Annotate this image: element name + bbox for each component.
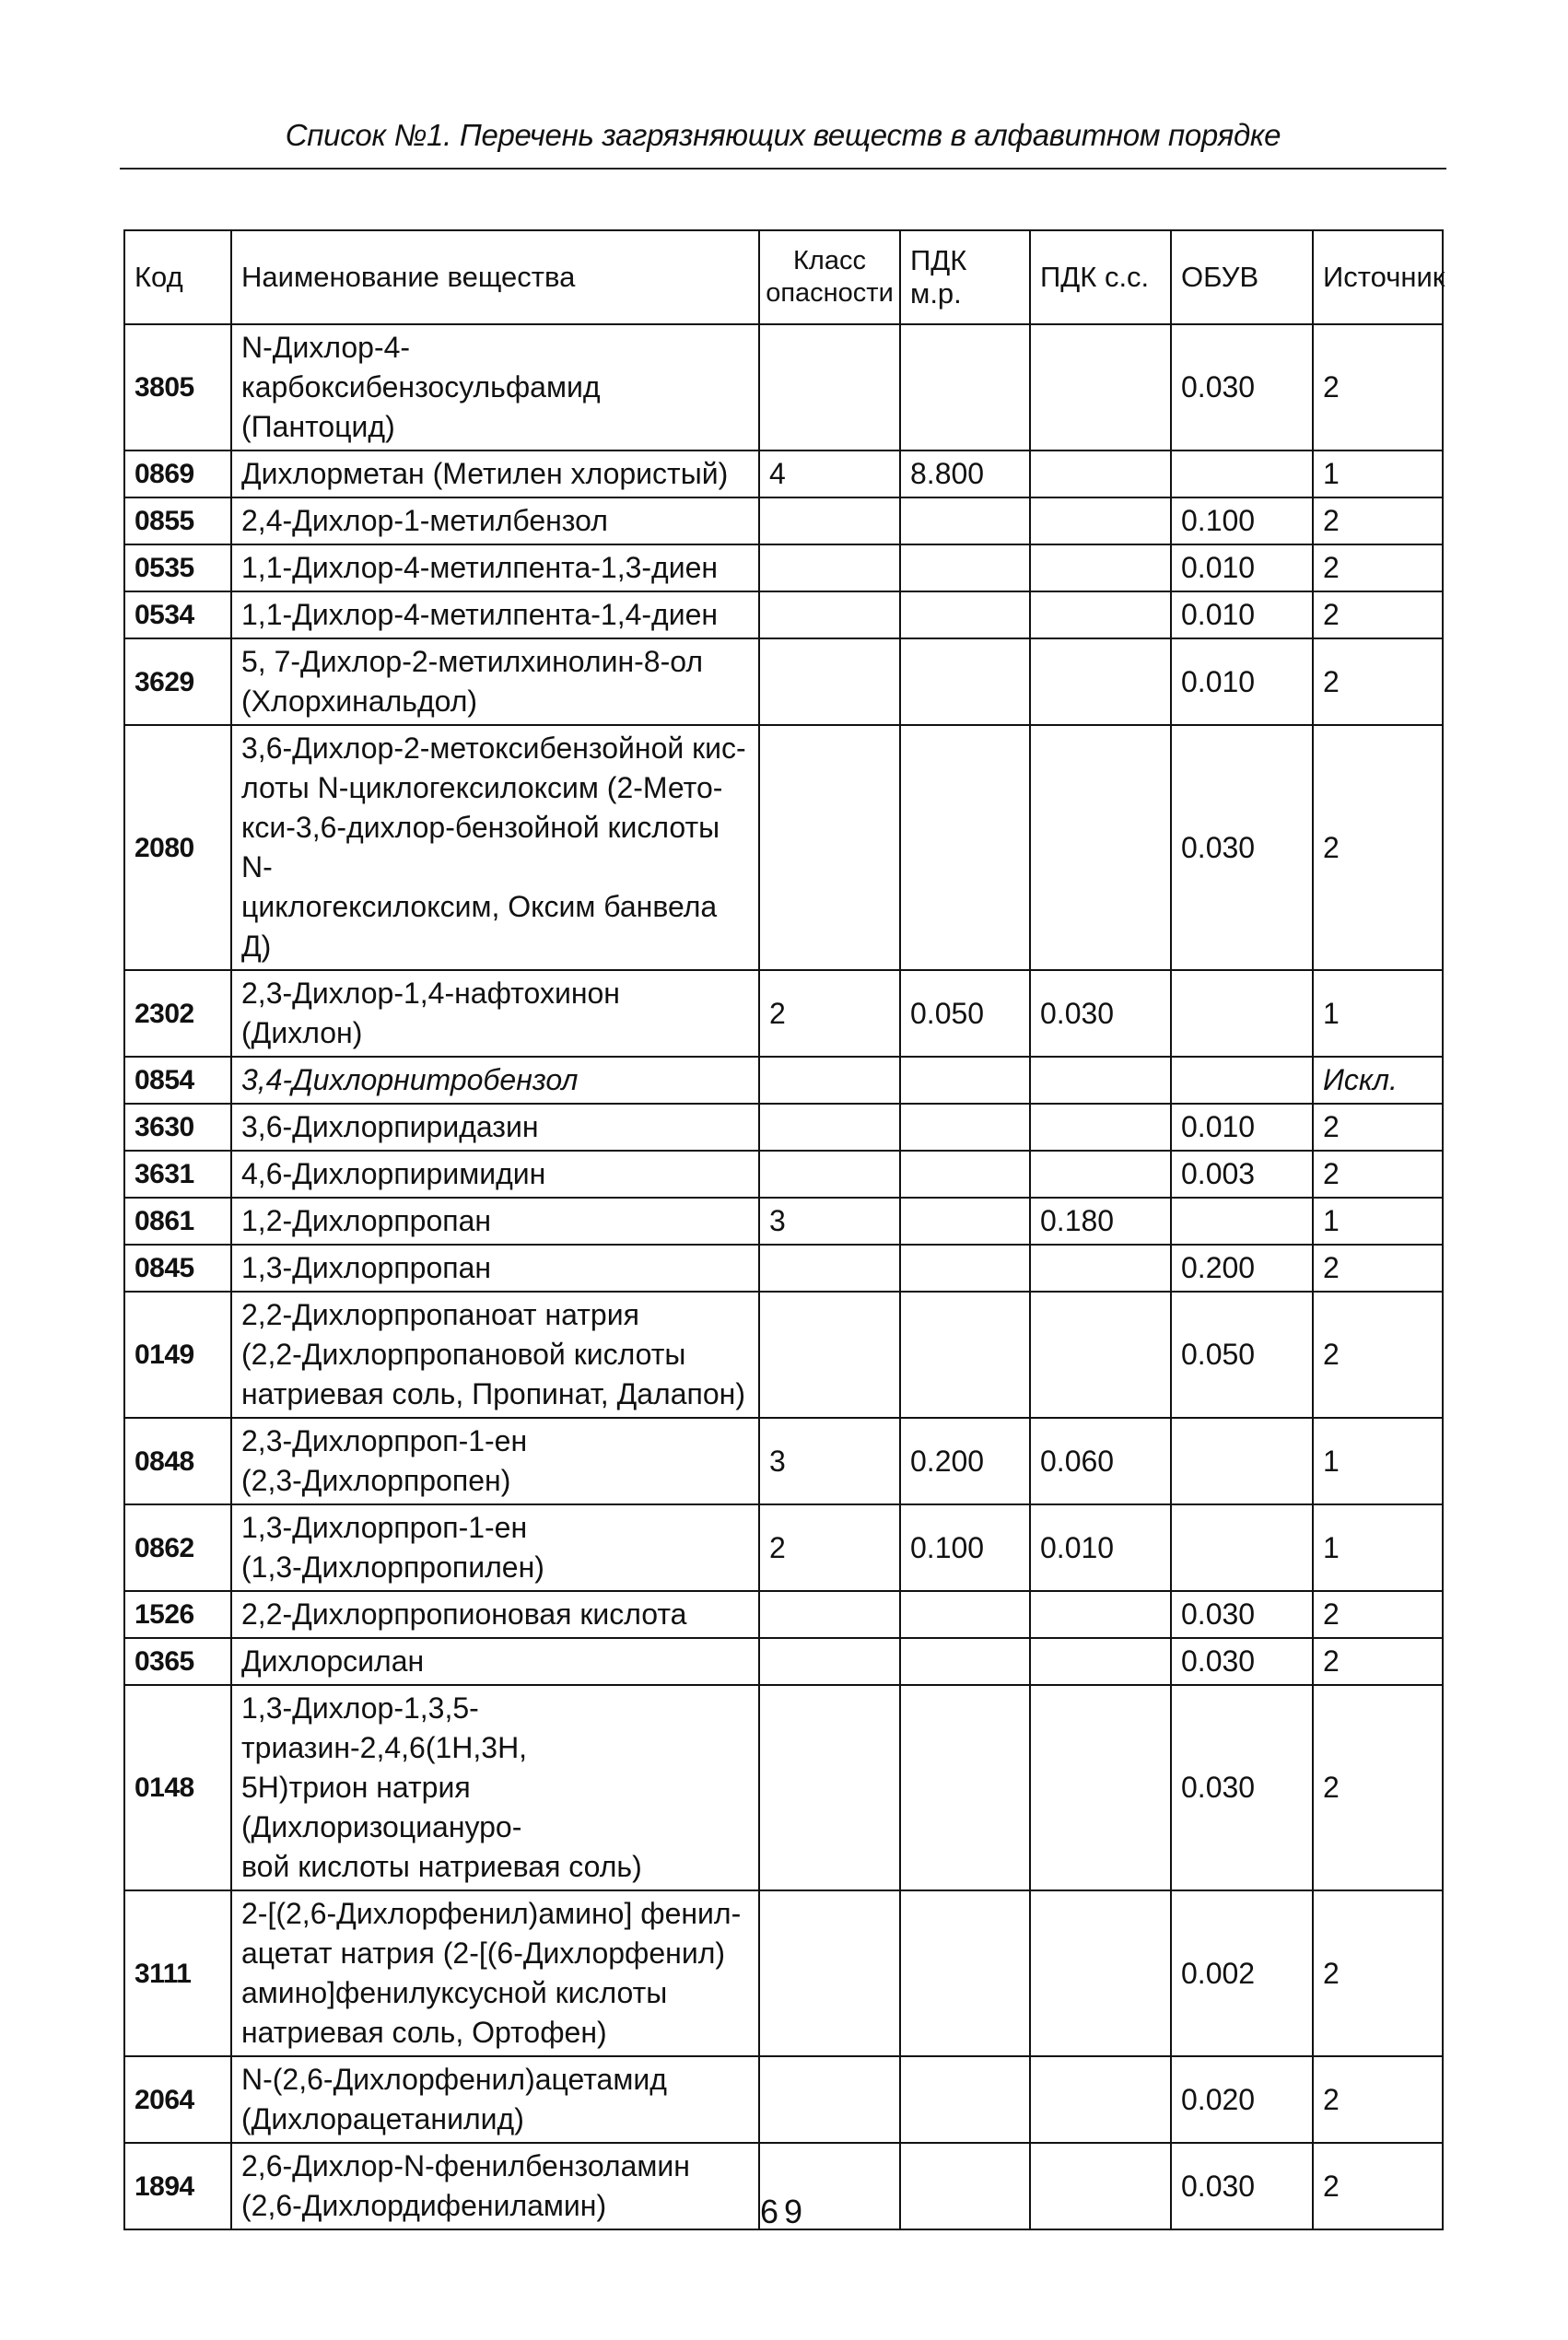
cell-name [231,970,759,1057]
cell-name-line: кси-3,6-дихлор-бензойной кислоты N- [241,811,720,883]
cell-code: 2064 [124,2056,231,2143]
cell-name [231,1198,759,1245]
cell-pdk-mr [900,638,1030,725]
cell-obuv: 0.030 [1171,1638,1313,1685]
table-row [124,324,1443,450]
cell-name-line: Дихлорметан (Метилен хлористый) [241,457,729,490]
cell-code: 3630 [124,1104,231,1151]
cell-code: 3805 [124,324,231,450]
cell-source: 2 [1313,638,1443,725]
table-row [124,1504,1443,1591]
cell-pdk-mr [900,725,1030,970]
cell-name-line: натриевая соль, Пропинат, Далапон) [241,1377,745,1410]
cell-source: 2 [1313,544,1443,591]
cell-code: 0861 [124,1198,231,1245]
col-header-source: Источник [1313,230,1443,324]
cell-class [759,1890,900,2056]
col-header-class-line1: Класс [793,245,866,275]
cell-name-line: 2,2-Дихлорпропаноат натрия [241,1298,639,1331]
substances-table [123,229,1444,2230]
cell-source: 2 [1313,1890,1443,2056]
cell-pdk-ss [1030,497,1171,544]
table-row [124,725,1443,970]
cell-pdk-ss [1030,1104,1171,1151]
cell-name-line: амино]фенилуксусной кислоты [241,1976,668,2009]
cell-pdk-ss [1030,1151,1171,1198]
cell-name-line: (Пантоцид) [241,410,395,443]
cell-class [759,1591,900,1638]
cell-name-line: 5Н)трион натрия (Дихлоризоциануро- [241,1771,522,1843]
table-row [124,497,1443,544]
cell-name [231,1890,759,2056]
cell-obuv [1171,1418,1313,1504]
table-row [124,450,1443,497]
col-header-pdk-ss: ПДК с.с. [1030,230,1171,324]
cell-pdk-mr: 0.050 [900,970,1030,1057]
cell-source: 2 [1313,1104,1443,1151]
cell-pdk-ss: 0.180 [1030,1198,1171,1245]
cell-obuv [1171,1504,1313,1591]
cell-name-line: 3,6-Дихлор-2-метоксибензойной кис- [241,731,746,765]
cell-code: 3629 [124,638,231,725]
cell-pdk-mr [900,591,1030,638]
cell-pdk-mr [900,1057,1030,1104]
cell-name [231,324,759,450]
cell-name-line: (2,6-Дихлордифениламин) [241,2189,607,2222]
cell-name-line: 1,3-Дихлорпропан [241,1251,492,1284]
cell-obuv [1171,1198,1313,1245]
cell-name-line: 1,1-Дихлор-4-метилпента-1,4-диен [241,598,719,631]
cell-pdk-mr: 0.100 [900,1504,1030,1591]
cell-source: 2 [1313,1591,1443,1638]
cell-source: 2 [1313,1292,1443,1418]
cell-class: 2 [759,1504,900,1591]
cell-pdk-mr: 8.800 [900,450,1030,497]
col-header-class-line2: опасности [766,278,894,308]
cell-class [759,638,900,725]
cell-pdk-mr [900,1292,1030,1418]
cell-code: 0535 [124,544,231,591]
cell-name-line: ацетат натрия (2-[(6-Дихлорфенил) [241,1936,726,1970]
cell-source: 1 [1313,1418,1443,1504]
cell-source: Искл. [1313,1057,1443,1104]
cell-code: 3111 [124,1890,231,2056]
table-row [124,1685,1443,1890]
cell-pdk-mr [900,544,1030,591]
cell-class [759,1151,900,1198]
cell-name-line: N-(2,6-Дихлорфенил)ацетамид [241,2063,667,2096]
cell-name-line: (2,3-Дихлорпропен) [241,1464,511,1497]
cell-name [231,1685,759,1890]
cell-source: 1 [1313,450,1443,497]
cell-class [759,497,900,544]
cell-obuv [1171,1057,1313,1104]
cell-name-line: вой кислоты натриевая соль) [241,1850,642,1883]
cell-source: 2 [1313,2143,1443,2229]
cell-code: 0845 [124,1245,231,1292]
cell-obuv [1171,970,1313,1057]
cell-class [759,1638,900,1685]
cell-obuv: 0.010 [1171,544,1313,591]
cell-pdk-ss [1030,544,1171,591]
cell-obuv: 0.010 [1171,591,1313,638]
cell-name [231,544,759,591]
cell-pdk-mr [900,1151,1030,1198]
cell-class [759,1057,900,1104]
cell-name-line: 1,2-Дихлорпропан [241,1204,492,1237]
cell-source: 2 [1313,1685,1443,1890]
cell-obuv: 0.030 [1171,2143,1313,2229]
cell-source: 2 [1313,324,1443,450]
cell-class [759,591,900,638]
table-row [124,591,1443,638]
table-row [124,1151,1443,1198]
cell-class [759,324,900,450]
table-row [124,638,1443,725]
cell-code: 2080 [124,725,231,970]
cell-source: 1 [1313,970,1443,1057]
page-header [120,114,1446,170]
cell-code: 0848 [124,1418,231,1504]
cell-obuv: 0.200 [1171,1245,1313,1292]
cell-name-line: 1,3-Дихлорпроп-1-ен [241,1511,528,1544]
cell-pdk-ss [1030,1890,1171,2056]
cell-class [759,1104,900,1151]
cell-pdk-ss: 0.030 [1030,970,1171,1057]
col-header-name: Наименование вещества [231,230,759,324]
cell-pdk-ss [1030,591,1171,638]
cell-pdk-mr [900,324,1030,450]
col-header-pdk-mr: ПДК м.р. [900,230,1030,324]
cell-pdk-mr [900,1104,1030,1151]
cell-name [231,1151,759,1198]
cell-obuv: 0.003 [1171,1151,1313,1198]
cell-name [231,1418,759,1504]
cell-name [231,1638,759,1685]
cell-obuv [1171,450,1313,497]
cell-name-line: 2,3-Дихлор-1,4-нафтохинон (Дихлон) [241,977,620,1049]
cell-name-line: 1,3-Дихлор-1,3,5-триазин-2,4,6(1Н,3Н, [241,1691,528,1764]
cell-name [231,2056,759,2143]
cell-class: 4 [759,450,900,497]
cell-pdk-ss [1030,638,1171,725]
cell-code: 1526 [124,1591,231,1638]
cell-obuv: 0.050 [1171,1292,1313,1418]
cell-obuv: 0.030 [1171,1591,1313,1638]
table-row [124,1245,1443,1292]
cell-name-line: 2,4-Дихлор-1-метилбензол [241,504,608,537]
cell-name [231,1057,759,1104]
cell-name [231,725,759,970]
cell-code: 0869 [124,450,231,497]
cell-name-line: (1,3-Дихлорпропилен) [241,1550,544,1584]
col-header-obuv: ОБУВ [1171,230,1313,324]
table-row [124,1418,1443,1504]
cell-code: 0854 [124,1057,231,1104]
cell-code: 0855 [124,497,231,544]
cell-code: 2302 [124,970,231,1057]
cell-name [231,1504,759,1591]
cell-pdk-mr [900,2056,1030,2143]
cell-name [231,591,759,638]
page-number: 69 [759,2193,809,2230]
cell-code: 0534 [124,591,231,638]
cell-pdk-ss: 0.060 [1030,1418,1171,1504]
cell-name [231,1104,759,1151]
cell-pdk-ss [1030,1685,1171,1890]
cell-class: 2 [759,970,900,1057]
cell-pdk-mr [900,1591,1030,1638]
cell-obuv: 0.030 [1171,725,1313,970]
cell-class [759,1292,900,1418]
cell-name-line: 5, 7-Дихлор-2-метилхинолин-8-ол [241,645,703,678]
cell-pdk-ss [1030,1245,1171,1292]
cell-name-line: 3,4-Дихлорнитробензол [241,1063,579,1096]
cell-name-line: (Хлорхинальдол) [241,684,478,718]
cell-name-line: 2,2-Дихлорпропионовая кислота [241,1597,687,1631]
cell-source: 1 [1313,1504,1443,1591]
cell-source: 2 [1313,725,1443,970]
col-header-class [759,230,900,324]
cell-name-line: натриевая соль, Ортофен) [241,2016,607,2049]
cell-pdk-mr [900,1198,1030,1245]
cell-name-line: (Дихлорацетанилид) [241,2102,524,2135]
cell-name-line: 3,6-Дихлорпиридазин [241,1110,539,1143]
cell-class [759,1245,900,1292]
cell-class [759,2056,900,2143]
cell-class [759,725,900,970]
cell-name [231,497,759,544]
table-header-row [124,230,1443,324]
cell-name-line: N-Дихлор-4-карбоксибензосульфамид [241,331,601,404]
cell-pdk-ss: 0.010 [1030,1504,1171,1591]
cell-obuv: 0.002 [1171,1890,1313,2056]
cell-source: 2 [1313,1151,1443,1198]
cell-name-line: циклогексилоксим, Оксим банвела Д) [241,890,718,963]
cell-name-line: 4,6-Дихлорпиримидин [241,1157,546,1190]
table-row [124,1198,1443,1245]
table-row [124,1104,1443,1151]
cell-name-line: (2,2-Дихлорпропановой кислоты [241,1338,686,1371]
cell-source: 2 [1313,497,1443,544]
cell-pdk-ss [1030,1591,1171,1638]
cell-code: 0148 [124,1685,231,1890]
cell-code: 0149 [124,1292,231,1418]
table-row [124,544,1443,591]
cell-class: 3 [759,1198,900,1245]
cell-pdk-ss [1030,450,1171,497]
cell-name [231,1245,759,1292]
cell-code: 3631 [124,1151,231,1198]
cell-source: 1 [1313,1198,1443,1245]
table-row [124,1591,1443,1638]
cell-class [759,1685,900,1890]
cell-pdk-ss [1030,1057,1171,1104]
cell-pdk-ss [1030,1638,1171,1685]
cell-name [231,1292,759,1418]
cell-pdk-mr [900,1685,1030,1890]
cell-source: 2 [1313,2056,1443,2143]
cell-obuv: 0.030 [1171,324,1313,450]
cell-pdk-mr [900,1890,1030,2056]
cell-obuv: 0.020 [1171,2056,1313,2143]
cell-pdk-mr [900,497,1030,544]
col-header-code: Код [124,230,231,324]
cell-code: 1894 [124,2143,231,2229]
cell-source: 2 [1313,1245,1443,1292]
table-row [124,1292,1443,1418]
cell-pdk-ss [1030,2056,1171,2143]
cell-name [231,1591,759,1638]
cell-code: 0862 [124,1504,231,1591]
cell-name-line: 2,3-Дихлорпроп-1-ен [241,1424,528,1457]
cell-source: 2 [1313,1638,1443,1685]
cell-pdk-mr [900,1245,1030,1292]
cell-class [759,544,900,591]
cell-pdk-mr [900,1638,1030,1685]
cell-pdk-ss [1030,324,1171,450]
cell-name [231,450,759,497]
cell-source: 2 [1313,591,1443,638]
cell-obuv: 0.100 [1171,497,1313,544]
cell-obuv: 0.010 [1171,638,1313,725]
cell-pdk-ss [1030,725,1171,970]
cell-name-line: 2,6-Дихлор-N-фенилбензоламин [241,2149,690,2182]
cell-name-line: 1,1-Дихлор-4-метилпента-1,3-диен [241,551,719,584]
page-title: Список №1. Перечень загрязняющих веществ в алфавитном порядке [285,118,1281,152]
cell-name [231,638,759,725]
cell-obuv: 0.010 [1171,1104,1313,1151]
table-row [124,970,1443,1057]
header-rule [120,168,1446,170]
cell-name-line: лоты N-циклогексилоксим (2-Мето- [241,771,723,804]
table-row [124,1057,1443,1104]
table-row [124,1890,1443,2056]
cell-name-line: Дихлорсилан [241,1644,425,1678]
cell-obuv: 0.030 [1171,1685,1313,1890]
cell-class: 3 [759,1418,900,1504]
cell-pdk-ss [1030,1292,1171,1418]
cell-name-line: 2-[(2,6-Дихлорфенил)амино] фенил- [241,1897,742,1930]
table-row [124,1638,1443,1685]
cell-code: 0365 [124,1638,231,1685]
cell-pdk-mr: 0.200 [900,1418,1030,1504]
table-row [124,2056,1443,2143]
